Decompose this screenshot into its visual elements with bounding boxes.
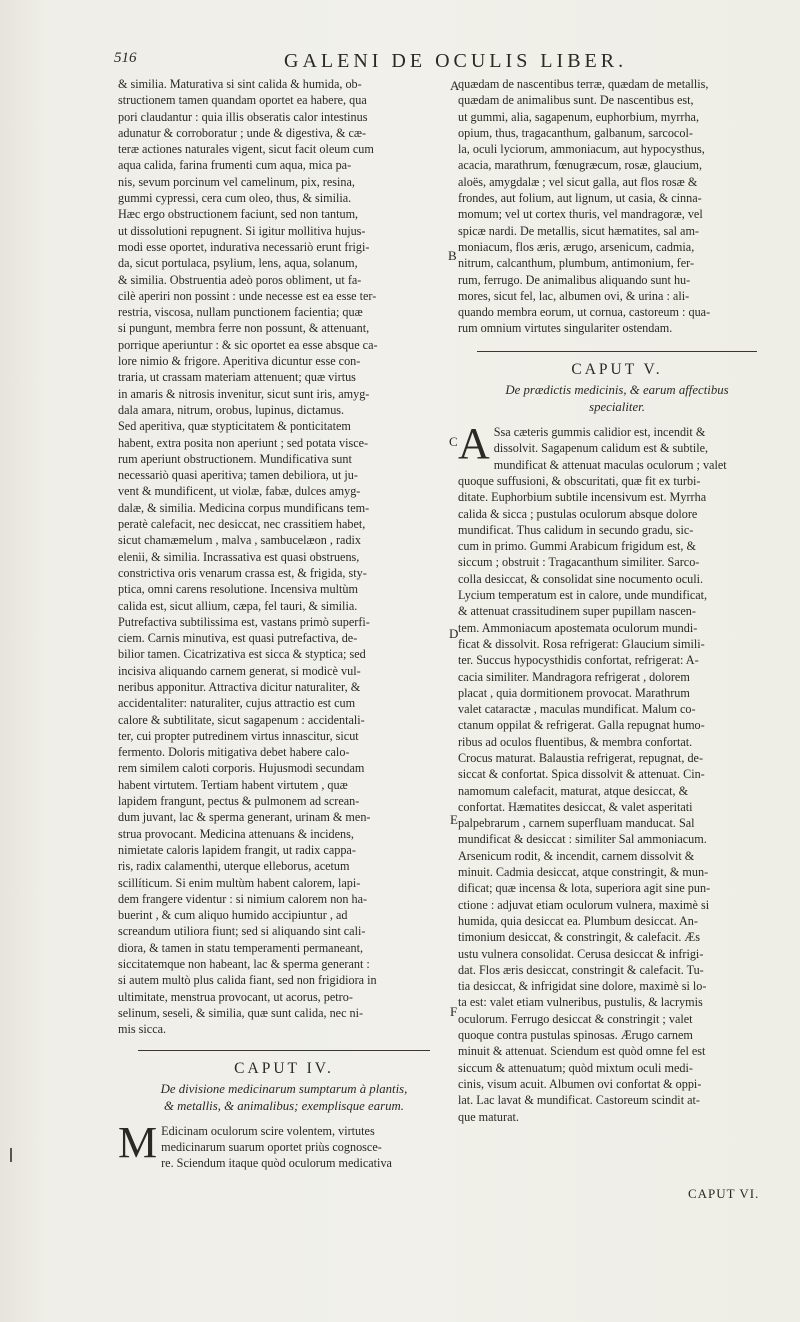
text-line: strua provocant. Medicina attenuans & incidens, — [118, 826, 354, 841]
text-line: ultimitate, menstrua provocant, ut acorus, petro- — [118, 989, 353, 1004]
chapter-5-heading: CAPUT V. — [571, 360, 663, 378]
text-line: & attenuat crassitudinem super pupillam nascen- — [458, 604, 696, 619]
text-line: aloës, amygdalæ ; vel sicut galla, aut flos rosæ & — [458, 174, 698, 189]
margin-letter-b: B — [448, 248, 457, 263]
text-line: ditate. Euphorbium subtile incensivum est. Myrrha — [458, 490, 707, 505]
text-line: rum, ferrugo. De animalibus aliquando sunt hu- — [458, 272, 691, 287]
text-line: ter. Succus hypocysthidis confortat, refrigerat: A- — [458, 653, 699, 668]
text-line: ut gummi, alia, sagapenum, euphorbium, myrrha, — [458, 109, 699, 124]
text-line: Edicinam oculorum scire volentem, virtutes — [161, 1123, 375, 1138]
chapter-5-subtitle-line: De prædictis medicinis, & earum affectibus — [505, 383, 729, 398]
text-line: dificat; quæ incensa & lota, superiora agit sine pun- — [458, 881, 711, 896]
text-line: siccitatemque non habeant, lac & sperma generant : — [118, 957, 370, 972]
text-line: habent, extra posita non aperiunt ; sed potata visce- — [118, 435, 369, 450]
text-line: structionem tamen quandam oportet ea habere, qua — [118, 93, 367, 108]
text-line: fermento. Doloris mitigativa debet habere calo- — [118, 745, 350, 760]
text-line: quædam de animalibus sunt. De nascentibus est, — [458, 93, 694, 108]
text-line: quando membra eorum, ut cornua, castoreum : qua- — [458, 305, 711, 320]
text-line: constrictiva oris venarum crassa est, & frigida, sty- — [118, 565, 367, 580]
text-line: cum in primo. Gummi Arabicum frigidum est, & — [458, 539, 696, 554]
text-line: selinum, seseli, & similia, quæ sunt calida, nec ni- — [118, 1005, 364, 1020]
text-line: adunatur & corroboratur ; unde & digestiva, & cæ- — [118, 125, 367, 140]
text-line: cinis, visum acuit. Albumen ovi confortat & oppi- — [458, 1076, 702, 1091]
text-line: ter, cui propter putredinem virtus innascitur, sicut — [118, 728, 359, 743]
margin-letter-d: D — [449, 626, 459, 641]
text-line: timonium desiccat, & constringit, & calefacit. Æs — [458, 930, 701, 945]
text-line: gummi cypressi, cera cum oleo, thus, & similia. — [118, 191, 352, 206]
text-line: lat. Lac lavat & mundificat. Castoreum scindit at- — [458, 1093, 700, 1108]
text-line: tia desiccat, & infrigidat sine dolore, maximè si lo- — [458, 979, 707, 994]
text-line: dem frangere videntur : si nimium calorem non ha- — [118, 891, 368, 906]
text-line: placat , quia dormitionem provocat. Marathrum — [458, 685, 690, 700]
text-line: neribus apponitur. Attractiva dicitur naturaliter, & — [118, 679, 361, 694]
text-line: tem. Ammoniacum apostemata oculorum mundi- — [458, 620, 698, 635]
text-line: la, oculi lyciorum, ammoniacum, aut hypocysthus, — [458, 142, 705, 157]
text-line: lore nimio & frigore. Aperitiva dicuntur esse con- — [118, 354, 361, 369]
text-line: ris, radix calamenthi, uterque elleborus, acetum — [118, 859, 350, 874]
drop-cap: M — [118, 1117, 158, 1167]
text-line: necessariò quasi aperitiva; tamen debiliora, ut ju- — [118, 468, 358, 483]
chapter-5-text — [458, 419, 776, 1125]
text-line: screandum utiliora fiunt; sed si aliquando sint cali- — [118, 924, 366, 939]
text-line: si autem multò plus calida fiant, sed non frigidiora in — [118, 973, 377, 988]
text-line: Hæc ergo obstructionem faciunt, sed non tantum, — [118, 207, 359, 222]
drop-cap: A — [458, 419, 490, 469]
text-line: restria, viscosa, nullam punctionem facientia; quæ — [118, 305, 363, 320]
text-line: re. Sciendum itaque quòd oculorum medicativa — [161, 1156, 392, 1171]
text-line: ustu vulnera consolidat. Cerusa desiccat & infrigi- — [458, 946, 704, 961]
text-line: ribus ad oculos fluentibus, & membra confortat. — [458, 734, 693, 749]
margin-letter-f: F — [450, 1004, 458, 1019]
text-line: Ssa cæteris gummis calidior est, incendit & — [493, 425, 706, 440]
text-line: dum juvant, lac & sperma generant, urinam & men- — [118, 810, 371, 825]
text-line: ciem. Carnis minutiva, est quasi putrefactiva, de- — [118, 631, 358, 646]
text-line: confortat. Hæmatites desiccat, & valet asperitati — [458, 799, 693, 814]
text-line: modi esse oportet, indurativa necessariò erunt frigi- — [118, 239, 370, 254]
text-line: si pungunt, membra ferre non possunt, & attenuant, — [118, 321, 370, 336]
text-line: nitrum, calcanthum, plumbum, antimonium, fer- — [458, 256, 695, 271]
text-line: calore & subtilitate, sicut sagapenum : accidentali- — [118, 712, 365, 727]
text-line: nis, sevum porcinum vel camelinum, pix, resina, — [118, 174, 355, 189]
text-line: ta est: valet etiam vulneribus, pustulis, & lacrymis — [458, 995, 703, 1010]
running-title: GALENI DE OCULIS LIBER. — [284, 50, 628, 72]
text-line: nimietate caloris lapidem frangit, ut radix cappa- — [118, 842, 356, 857]
text-line: quoque contra pustulas spinosas. Ærugo carnem — [458, 1028, 693, 1043]
text-line: mores, sicut fel, lac, albumen ovi, & urina : ali- — [458, 288, 690, 303]
margin-letter-a: A — [450, 78, 460, 93]
text-line: dala amara, nitrum, orobus, lupinus, dictamus. — [118, 402, 345, 417]
text-line: rem similem caloti corporis. Hujusmodi secundam — [118, 761, 365, 776]
text-line: dalæ, & similia. Medicina corpus mundificans tem- — [118, 500, 370, 515]
text-line: mundificat & desiccat : similiter Sal ammoniacum. — [458, 832, 707, 847]
text-line: frondes, aut folium, aut lignum, ut casia, & cinna- — [458, 191, 702, 206]
chapter-5-subtitle-line: specialiter. — [589, 400, 645, 415]
text-line: Sed aperitiva, quæ stypticitatem & ponticitatem — [118, 419, 351, 434]
text-line: & similia. Obstruentia adeò poros obliment, ut fa- — [118, 272, 362, 287]
text-line: scillíticum. Si enim multùm habent calorem, lapi- — [118, 875, 361, 890]
text-line: pori claudantur : quia illis obseratis calor intestinus — [118, 109, 368, 124]
text-line: ut dissolutioni repugnent. Si igitur mollitiva hujus- — [118, 223, 366, 238]
text-line: aqua calida, farina frumenti cum aqua, mica pa- — [118, 158, 352, 173]
chapter-4-text — [118, 1117, 450, 1172]
left-column — [118, 76, 450, 1172]
chapter-4-heading: CAPUT IV. — [234, 1059, 334, 1077]
chapter-4-subtitle — [118, 1081, 450, 1115]
margin-letter-c: C — [449, 434, 458, 449]
text-line: cilè aperiri non possint : unde necesse est ea esse ter- — [118, 288, 377, 303]
chapter-5-opening — [458, 419, 776, 1125]
text-line: traria, ut crassam materiam attenuent; quæ virtus — [118, 370, 356, 385]
text-line: Putrefactiva subtilissima est, vastans primò superfi- — [118, 614, 370, 629]
section-rule — [138, 1050, 430, 1051]
chapter-5-subtitle — [458, 382, 776, 416]
catchword: CAPUT VI. — [688, 1186, 760, 1201]
text-line: quædam de nascentibus terræ, quædam de metallis, — [458, 77, 709, 91]
text-line: quoque suffusioni, & obscuritati, quæ fit ex turbi- — [458, 473, 701, 488]
text-line: moniacum, flos æris, ærugo, arsenicum, cadmia, — [458, 239, 695, 254]
text-line: bilior tamen. Cicatrizativa est sicca & styptica; sed — [118, 647, 366, 662]
text-line: siccat & confortat. Spica dissolvit & attenuat. Cin- — [458, 767, 705, 782]
text-line: sicut chamæmelum , malva , sambucelæon , radix — [118, 533, 362, 548]
text-line: siccum ; obstruit : Tragacanthum similiter. Sarco- — [458, 555, 700, 570]
text-line: calida est, sicut allium, cæpa, fel tauri, & similia. — [118, 598, 358, 613]
text-line: Arsenicum rodit, & incendit, carnem dissolvit & — [458, 848, 695, 863]
text-line: acacia, marathrum, fœnugræcum, rosæ, glaucium, — [458, 158, 703, 173]
text-line: minuit & attenuat. Sciendum est quòd omne fel est — [458, 1044, 706, 1059]
right-paragraph — [458, 76, 776, 337]
text-line: & similia. Maturativa si sint calida & humida, ob- — [118, 77, 362, 91]
text-line: vent & mundificent, ut violæ, fabæ, dulces amyg- — [118, 484, 361, 499]
text-line: peratè calefacit, nec desiccat, nec crassitiem habet, — [118, 517, 366, 532]
text-line: mundificat & attenuat maculas oculorum ; valet — [493, 457, 727, 472]
text-line: siccum & attenuatum; quòd mixtum oculi medi- — [458, 1060, 693, 1075]
text-line: dissolvit. Sagapenum calidum est & subtile, — [493, 441, 709, 456]
text-line: cacia similiter. Mandragora refrigerat , dolorem — [458, 669, 690, 684]
text-line: momum; vel ut cortex thuris, vel mandragoræ, vel — [458, 207, 703, 222]
text-line: Crocus maturat. Balaustia refrigerat, repugnat, de- — [458, 750, 704, 765]
margin-mark — [10, 1148, 12, 1162]
text-line: ficat & dissolvit. Rosa refrigerat: Glaucium simili- — [458, 636, 705, 651]
text-line: valet cataractæ , maculas mundificat. Malum co- — [458, 702, 696, 717]
text-line: habent virtutem. Tertiam habent virtutem , quæ — [118, 777, 348, 792]
text-line: calida & sicca ; pustulas oculorum absque dolore — [458, 506, 698, 521]
chapter-4-subtitle-line: & metallis, & animalibus; exemplisque earum. — [164, 1098, 404, 1113]
page-number: 516 — [114, 50, 137, 66]
page-header — [114, 50, 674, 76]
right-column — [458, 76, 776, 1125]
text-line: accidentaliter: naturaliter, cujus attractio est cum — [118, 696, 356, 711]
section-rule — [477, 351, 757, 352]
text-line: dat. Flos æris desiccat, constringit & calefacit. Tu- — [458, 962, 704, 977]
margin-letter-e: E — [450, 812, 458, 827]
left-paragraph — [118, 76, 450, 1038]
text-line: mis sicca. — [118, 1022, 167, 1037]
text-line: medicinarum suarum oportet priùs cognosce- — [161, 1140, 382, 1155]
text-line: ctanum oppilat & refrigerat. Galla repugnat humo- — [458, 718, 705, 733]
text-line: rum aperiunt obstructionem. Mundificativa sunt — [118, 451, 352, 466]
text-line: da, sicut portulaca, psylium, lens, aqua, solanum, — [118, 256, 358, 271]
text-line: in amaris & nitrosis invenitur, sicut sunt iris, amyg- — [118, 386, 370, 401]
text-line: lapidem frangunt, pectus & pulmonem ad screan- — [118, 794, 360, 809]
text-line: diora, & tamen in statu temperamenti permaneant, — [118, 940, 364, 955]
text-line: oculorum. Ferrugo desiccat & constringit ; valet — [458, 1011, 693, 1026]
chapter-4-subtitle-line: De divisione medicinarum sumptarum à plantis, — [160, 1081, 408, 1096]
text-line: teræ actiones naturales vigent, sicut facit oleum cum — [118, 142, 374, 157]
text-line: mundificat. Thus calidum in secundo gradu, sic- — [458, 522, 694, 537]
text-line: Lycium temperatum est in calore, unde mundificat, — [458, 588, 708, 603]
text-line: humida, quia desiccat ea. Plumbum desiccat. An- — [458, 913, 698, 928]
text-line: spicæ nardi. De metallis, sicut hæmatites, sal am- — [458, 223, 699, 238]
text-line: buerint , & cum aliquo humido accipiuntur , ad — [118, 908, 348, 923]
text-line: colla desiccat, & consolidat sine nocumento oculi. — [458, 571, 704, 586]
chapter-4-opening — [118, 1117, 450, 1172]
text-line: ptica, omni carens resolutione. Incensiva multùm — [118, 582, 358, 597]
text-line: incisiva aliquando carnem generat, si modicè vul- — [118, 663, 361, 678]
text-line: opium, thus, tragacanthum, galbanum, sarcocol- — [458, 125, 693, 140]
text-line: namomum calefacit, maturat, atque desiccat, & — [458, 783, 689, 798]
text-line: que maturat. — [458, 1109, 519, 1124]
text-line: ctione : adjuvat etiam oculorum vulnera, maximè si — [458, 897, 710, 912]
text-line: rum omnium virtutes singulariter ostendam. — [458, 321, 673, 336]
text-line: porrique aperiuntur : & sic oportet ea esse absque ca- — [118, 337, 378, 352]
text-line: elenii, & similia. Incrassativa est quasi obstruens, — [118, 549, 360, 564]
text-line: minuit. Cadmia desiccat, atque constringit, & mun- — [458, 865, 709, 880]
text-line: palpebrarum , carnem superfluam manducat. Sal — [458, 816, 695, 831]
